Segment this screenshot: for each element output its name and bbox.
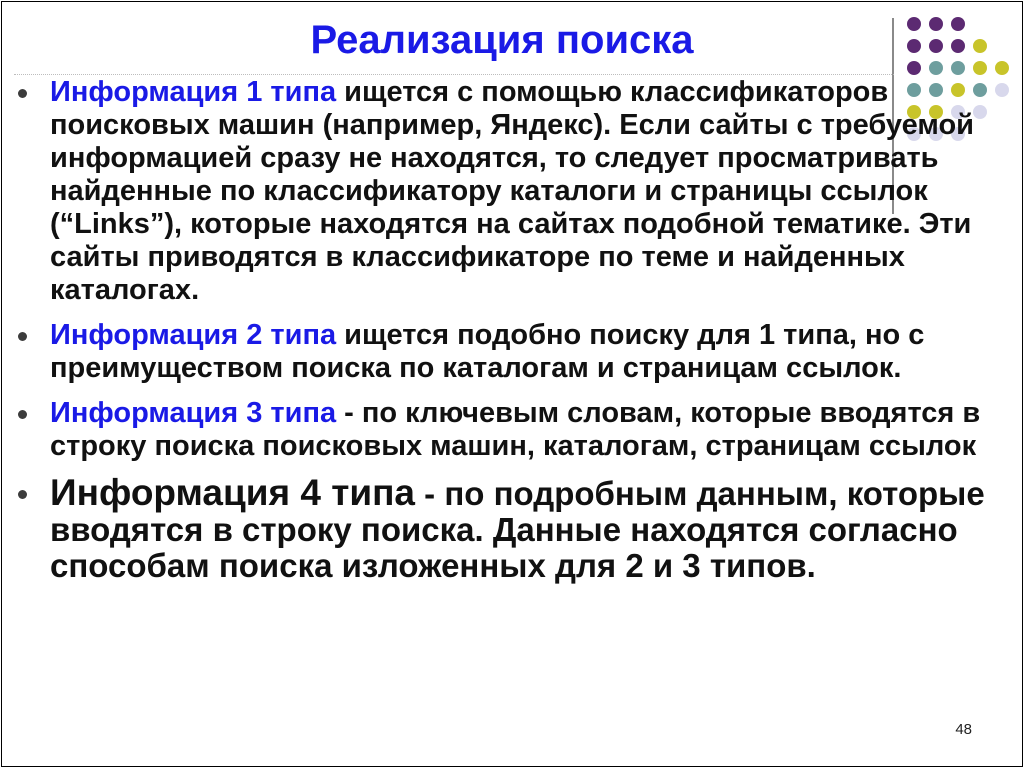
bullet-lead: Информация 1 типа (50, 76, 337, 108)
bullet-item-3 (14, 397, 999, 463)
bullet-item-1 (14, 76, 999, 307)
bullet-list (14, 76, 999, 596)
bullet-item-2 (14, 319, 999, 385)
bullet-text: - по подробным данным, которые вводятся в строку поиска. Данные находятся согласно способам поиска изложенных для 2 и 3 типов. (50, 475, 985, 584)
decor-dot (973, 61, 987, 75)
page-number: 48 (955, 721, 972, 738)
decor-dot (929, 39, 943, 53)
bullet-marker (18, 332, 27, 341)
bullet-marker (18, 490, 27, 499)
decor-dot (929, 17, 943, 31)
decor-dot (907, 39, 921, 53)
bullet-lead: Информация 4 типа (50, 472, 416, 513)
bullet-text: ищется подобно поиску для 1 типа, но с преимуществом поиска по каталогам и страницам ссылок. (50, 319, 925, 384)
decor-dot (951, 39, 965, 53)
decor-dot (907, 17, 921, 31)
bullet-marker (18, 410, 27, 419)
slide-title: Реализация поиска (310, 18, 694, 62)
decor-dot (951, 17, 965, 31)
bullet-text: - по ключевым словам, которые вводятся в строку поиска поисковых машин, каталогам, страницам ссылок (50, 397, 981, 462)
decor-dot (973, 39, 987, 53)
bullet-lead: Информация 2 типа (50, 319, 337, 351)
decor-dot (929, 61, 943, 75)
decor-dot (951, 61, 965, 75)
slide (1, 1, 1023, 767)
decor-horizontal-line (14, 74, 894, 75)
decor-dot (907, 61, 921, 75)
bullet-item-4 (14, 472, 999, 584)
bullet-marker (18, 89, 27, 98)
bullet-lead: Информация 3 типа (50, 397, 337, 429)
decor-dot (995, 61, 1009, 75)
bullet-text: ищется с помощью классификаторов поисковых машин (например, Яндекс). Если сайты с требуемой информацией сразу не находятся, то следует просматривать найденные по классификатору каталоги и страницы ссылок (“Links”), которые находятся на сайтах подобной тематике. Эти сайты приводятся в классификаторе по теме и найденных каталогах. (50, 76, 975, 306)
